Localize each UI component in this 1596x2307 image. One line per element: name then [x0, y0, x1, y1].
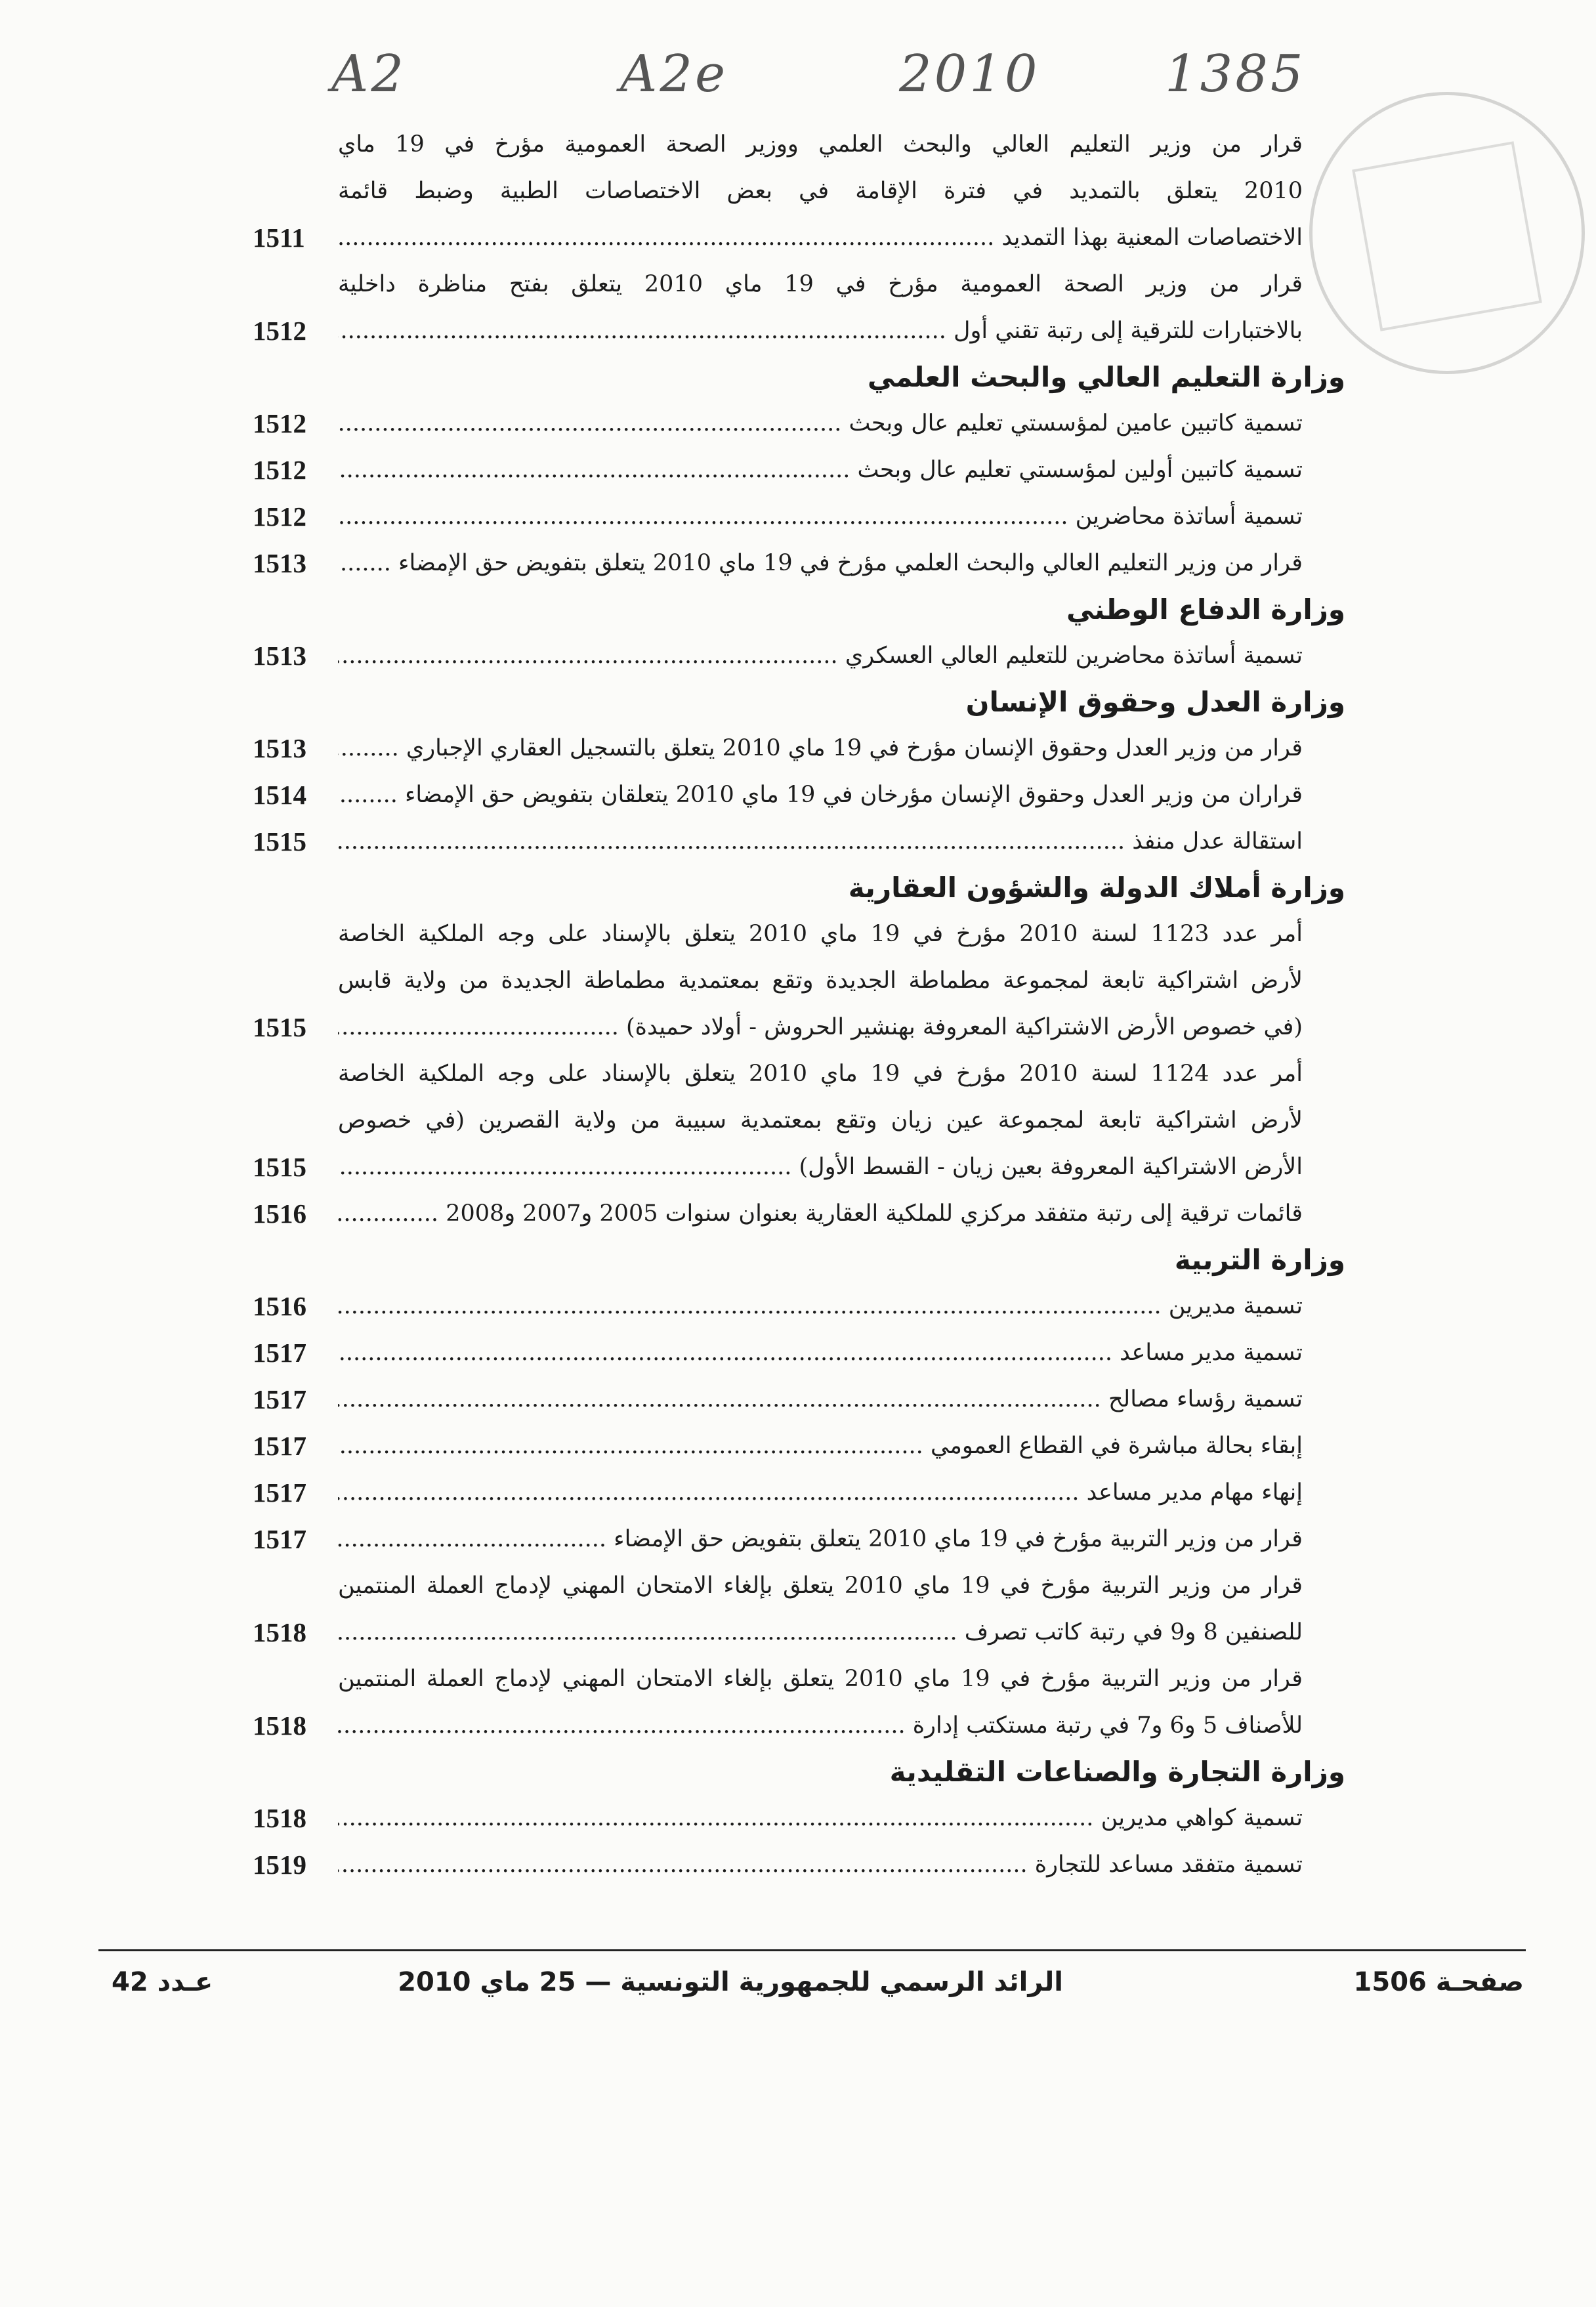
toc-entry-text	[338, 725, 1362, 772]
ministry-heading: وزارة العدل وحقوق الإنسان	[965, 686, 1345, 718]
toc-page-number: 1516	[253, 1198, 306, 1229]
toc-entry-text	[338, 772, 1362, 818]
toc-entry-text	[338, 1795, 1362, 1842]
toc-entry	[253, 1051, 1362, 1191]
toc-entry-text	[338, 1516, 1362, 1563]
toc-entry	[253, 818, 1362, 865]
toc-entry-line: تسمية متفقد مساعد للتجارة .....	[338, 1842, 1303, 1888]
toc-entry-line: تسمية أساتذة محاضرين للتعليم العالي العسكري .....	[338, 633, 1303, 679]
ministry-heading: وزارة الدفاع الوطني	[1066, 593, 1345, 625]
toc-entry	[253, 1795, 1362, 1842]
toc-page-number: 1517	[253, 1524, 306, 1554]
toc-page-number: 1515	[253, 1012, 306, 1042]
footer-publication-title: الرائد الرسمي للجمهورية التونسية — 25 ماي 2010	[398, 1967, 1063, 1997]
toc-entry-line: أمر عدد 1123 لسنة 2010 مؤرخ في 19 ماي 2010 يتعلق بالإسناد على وجه الملكية الخاصة	[338, 921, 1303, 947]
toc-entry-line: بالاختبارات للترقية إلى رتبة تقني أول .....	[338, 308, 1303, 354]
toc-entry	[253, 1330, 1362, 1376]
toc-entry-line: للصنفين 8 و9 في رتبة كاتب تصرف .....	[338, 1609, 1303, 1656]
toc-entry-line: تسمية كاتبين أولين لمؤسستي تعليم عال وبحث .....	[338, 447, 1303, 494]
footer-issue-number: عـدد 42	[112, 1967, 213, 1997]
toc-entry-text	[338, 911, 1362, 1051]
toc-entry	[253, 400, 1362, 447]
handwritten-note-year: 2010	[899, 45, 1040, 104]
toc-page-number: 1514	[253, 780, 306, 810]
ministry-heading: وزارة التعليم العالي والبحث العلمي	[867, 361, 1345, 393]
handwritten-note-number: 1385	[1165, 45, 1306, 104]
toc-entry-text	[338, 494, 1362, 540]
toc-entry-line: قراران من وزير العدل وحقوق الإنسان مؤرخان في 19 ماي 2010 يتعلقان بتفويض حق الإمضاء .....	[338, 772, 1303, 818]
toc-entry-text	[338, 633, 1362, 679]
toc-entry-line: أمر عدد 1124 لسنة 2010 مؤرخ في 19 ماي 2010 يتعلق بالإسناد على وجه الملكية الخاصة	[338, 1061, 1303, 1087]
ministry-heading: وزارة التربية	[1174, 1244, 1345, 1276]
toc-entry	[253, 447, 1362, 494]
footer-rule	[98, 1949, 1526, 1951]
toc-entry	[253, 261, 1362, 354]
toc-entry-line: إنهاء مهام مدير مساعد .....	[338, 1470, 1303, 1516]
toc-entry-line: استقالة عدل منفذ .....	[338, 818, 1303, 865]
toc-entry-text	[338, 400, 1362, 447]
toc-entry-text	[338, 1051, 1362, 1191]
toc-entry	[253, 1516, 1362, 1563]
toc-entry-text	[338, 1330, 1362, 1376]
toc-entry	[253, 1191, 1362, 1237]
toc-entry-line: قرار من وزير التربية مؤرخ في 19 ماي 2010 يتعلق بتفويض حق الإمضاء .....	[338, 1516, 1303, 1563]
toc-entry-line: الأرض الاشتراكية المعروفة بعين زيان - القسط الأول) .....	[338, 1144, 1303, 1191]
toc-entry-line: لأرض اشتراكية تابعة لمجموعة مطماطة الجديدة وتقع بمعتمدية مطماطة الجديدة من ولاية قابس	[338, 967, 1303, 994]
toc-entry-text	[338, 1470, 1362, 1516]
toc-entry-line: تسمية رؤساء مصالح .....	[338, 1376, 1303, 1423]
toc-entry-text	[338, 1376, 1362, 1423]
toc-entry	[253, 1423, 1362, 1470]
toc-page-number: 1515	[253, 1152, 306, 1182]
toc-page-number: 1512	[253, 316, 306, 346]
toc-entry-line: قرار من وزير التعليم العالي والبحث العلمي مؤرخ في 19 ماي 2010 يتعلق بتفويض حق الإمضاء .....	[338, 540, 1303, 587]
toc-entry	[253, 1656, 1362, 1749]
toc-entry-line: تسمية كواهي مديرين .....	[338, 1795, 1303, 1842]
toc-entry	[253, 494, 1362, 540]
table-of-contents	[253, 121, 1362, 1888]
toc-page-number: 1512	[253, 501, 306, 532]
handwritten-note-b: A2e	[620, 45, 728, 104]
toc-entry-text	[338, 447, 1362, 494]
toc-entry-text	[338, 1563, 1362, 1656]
handwritten-note-a: A2	[331, 45, 406, 104]
toc-entry-line: لأرض اشتراكية تابعة لمجموعة عين زيان وتقع بمعتمدية سبيبة من ولاية القصرين (في خصوص	[338, 1107, 1303, 1133]
toc-entry	[253, 121, 1362, 261]
toc-entry	[253, 633, 1362, 679]
toc-entry	[253, 1283, 1362, 1330]
toc-entry-line: تسمية مدير مساعد .....	[338, 1330, 1303, 1376]
toc-entry-text	[338, 1191, 1362, 1237]
toc-entry-line: قرار من وزير التربية مؤرخ في 19 ماي 2010 يتعلق بإلغاء الامتحان المهني لإدماج العملة المنتمين	[338, 1666, 1303, 1692]
toc-entry-line: قرار من وزير الصحة العمومية مؤرخ في 19 ماي 2010 يتعلق بفتح مناظرة داخلية	[338, 271, 1303, 297]
toc-entry-text	[338, 1656, 1362, 1749]
toc-page-number: 1517	[253, 1477, 306, 1508]
toc-page-number: 1518	[253, 1803, 306, 1833]
toc-page-number: 1517	[253, 1431, 306, 1461]
toc-entry	[253, 1842, 1362, 1888]
toc-entry	[253, 1376, 1362, 1423]
toc-entry-line: قرار من وزير التربية مؤرخ في 19 ماي 2010 يتعلق بإلغاء الامتحان المهني لإدماج العملة المنتمين	[338, 1573, 1303, 1599]
toc-page-number: 1512	[253, 455, 306, 485]
footer-page-number: صفحـة 1506	[1353, 1967, 1524, 1997]
toc-entry-line: تسمية كاتبين عامين لمؤسستي تعليم عال وبحث .....	[338, 400, 1303, 447]
toc-page-number: 1517	[253, 1384, 306, 1414]
ministry-heading: وزارة التجارة والصناعات التقليدية	[889, 1756, 1345, 1788]
ministry-heading: وزارة أملاك الدولة والشؤون العقارية	[848, 872, 1345, 904]
library-stamp-inner	[1352, 141, 1542, 331]
toc-page-number: 1513	[253, 641, 306, 671]
toc-page-number: 1512	[253, 408, 306, 438]
toc-entry	[253, 1470, 1362, 1516]
toc-page-number: 1516	[253, 1291, 306, 1321]
toc-entry-line: قرار من وزير التعليم العالي والبحث العلمي ووزير الصحة العمومية مؤرخ في 19 ماي	[338, 131, 1303, 158]
toc-entry-line: 2010 يتعلق بالتمديد في فترة الإقامة في بعض الاختصاصات الطبية وضبط قائمة	[338, 178, 1303, 204]
toc-entry	[253, 911, 1362, 1051]
toc-entry-line: (في خصوص الأرض الاشتراكية المعروفة بهنشير الحروش - أولاد حميدة) .....	[338, 1004, 1303, 1051]
toc-entry-line: للأصناف 5 و6 و7 في رتبة مستكتب إدارة .....	[338, 1703, 1303, 1749]
toc-page-number: 1515	[253, 826, 306, 857]
toc-entry-line: الاختصاصات المعنية بهذا التمديد .....	[338, 215, 1303, 261]
toc-entry-line: تسمية أساتذة محاضرين .....	[338, 494, 1303, 540]
toc-entry	[253, 1563, 1362, 1656]
toc-page-number: 1519	[253, 1850, 306, 1880]
toc-entry-text	[338, 121, 1362, 261]
toc-entry-line: إبقاء بحالة مباشرة في القطاع العمومي .....	[338, 1423, 1303, 1470]
toc-entry-text	[338, 818, 1362, 865]
toc-page-number: 1518	[253, 1710, 306, 1741]
toc-entry-text	[338, 1283, 1362, 1330]
toc-entry	[253, 772, 1362, 818]
toc-page-number: 1513	[253, 733, 306, 763]
toc-page-number: 1511	[253, 222, 305, 253]
toc-entry-text	[338, 1842, 1362, 1888]
toc-entry-text	[338, 1423, 1362, 1470]
toc-entry	[253, 725, 1362, 772]
toc-entry-text	[338, 261, 1362, 354]
toc-entry-text	[338, 540, 1362, 587]
toc-page-number: 1518	[253, 1617, 306, 1647]
toc-entry-line: قائمات ترقية إلى رتبة متفقد مركزي للملكية العقارية بعنوان سنوات 2005 و2007 و2008 .....	[338, 1191, 1303, 1237]
toc-entry	[253, 540, 1362, 587]
toc-entry-line: قرار من وزير العدل وحقوق الإنسان مؤرخ في 19 ماي 2010 يتعلق بالتسجيل العقاري الإجباري .....	[338, 725, 1303, 772]
toc-entry-line: تسمية مديرين .....	[338, 1283, 1303, 1330]
toc-page-number: 1517	[253, 1338, 306, 1368]
toc-page-number: 1513	[253, 548, 306, 578]
